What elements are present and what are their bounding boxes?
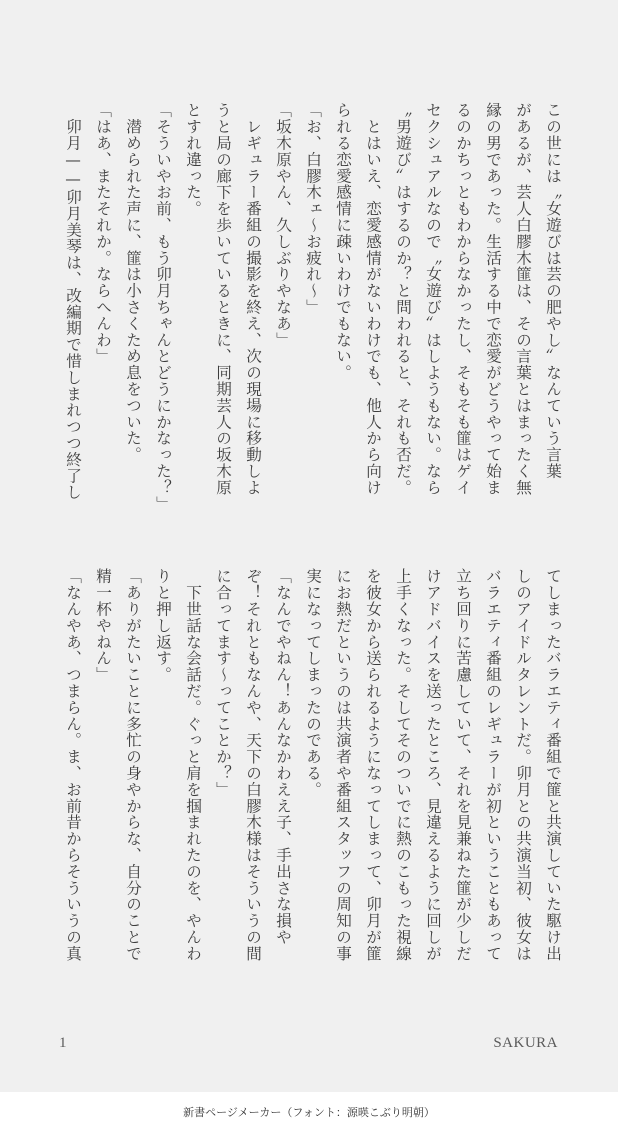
text-line: 実になってしまったのである。	[304, 568, 322, 798]
text-line: りと押し返す。	[154, 568, 172, 683]
text-line: 「はあ、またそれか。ならへんわ」	[94, 102, 112, 365]
text-line: 立ち回りに苦慮していて、それを見兼ねた篚が少しだ	[454, 568, 472, 962]
text-line: を彼女から送られるようになってしまって、卯月が篚	[364, 568, 382, 962]
page-number: 1	[59, 1035, 67, 1051]
text-line: られる恋愛感情に疎いわけでもない。	[334, 102, 352, 381]
text-line: に合ってます〜ってことか？」	[214, 568, 232, 798]
text-line: 「なんでやねん！あんなかわええ子、手出さな損や	[274, 568, 292, 946]
body-text-upper	[58, 102, 568, 522]
text-line: 「そういやお前、もう卯月ちゃんとどうにかなった？」	[154, 102, 172, 512]
text-line: 下世話な会話だ。ぐっと肩を掴まれたのを、やんわ	[184, 568, 202, 962]
text-line: この世には〝女遊びは芸の肥やし〟なんていう言葉	[544, 102, 562, 480]
text-line: があるが、芸人白膠木篚は、その言葉とはまったく無	[514, 102, 532, 496]
author-name: SAKURA	[493, 1035, 558, 1051]
text-line: 〝男遊び〟はするのか？と問われると、それも否だ。	[394, 102, 412, 496]
text-line: ぞ！それともなんや、天下の白膠木様はそういうの間	[244, 568, 262, 962]
text-line: セクシュアルなので〝女遊び〟はしようもない。なら	[424, 102, 442, 496]
text-line: 「ありがたいことに多忙の身やからな、自分のことで	[124, 568, 142, 962]
text-line: 縁の男であった。生活する中で恋愛がどうやって始ま	[484, 102, 502, 496]
text-line: るのかちっともわからなかったし、そもそも篚はゲイ	[454, 102, 472, 496]
text-line: 「なんやあ、つまらん。ま、お前昔からそういうの真	[64, 568, 82, 962]
footer-credit: 新書ページメーカー（フォント：源暎こぶり明朝）	[183, 1106, 435, 1119]
text-line: てしまったバラエティ番組で篚と共演していた駆け出	[544, 568, 562, 962]
text-line: けアドバイスを送ったところ、見違えるように回しが	[424, 568, 442, 962]
text-line: 上手くなった。そしてそのついでに熱のこもった視線	[394, 568, 412, 962]
text-line: 潜められた声に、篚は小さくため息をついた。	[124, 102, 142, 463]
text-line: 精一杯やねん」	[94, 568, 112, 683]
text-line: とはいえ、恋愛感情がないわけでも、他人から向け	[364, 102, 382, 496]
text-line: うと局の廊下を歩いているときに、同期芸人の坂木原	[214, 102, 232, 496]
text-line: 「坂木原やん、久しぶりやなあ」	[274, 102, 292, 348]
text-line: にお熱だというのは共演者や番組スタッフの周知の事	[334, 568, 352, 962]
text-line: 「お、白膠木ェ〜お疲れ〜」	[304, 102, 322, 316]
text-line: 卯月——卯月美琴は、改編期で惜しまれつつ終了し	[64, 102, 82, 501]
body-text-lower	[58, 568, 568, 988]
text-line: とすれ違った。	[184, 102, 202, 217]
text-line: バラエティ番組のレギュラーが初ということもあって	[484, 568, 502, 962]
text-line: レギュラー番組の撮影を終え、次の現場に移動しよ	[244, 102, 262, 496]
text-line: しのアイドルタレントだ。卯月との共演当初、彼女は	[514, 568, 532, 962]
